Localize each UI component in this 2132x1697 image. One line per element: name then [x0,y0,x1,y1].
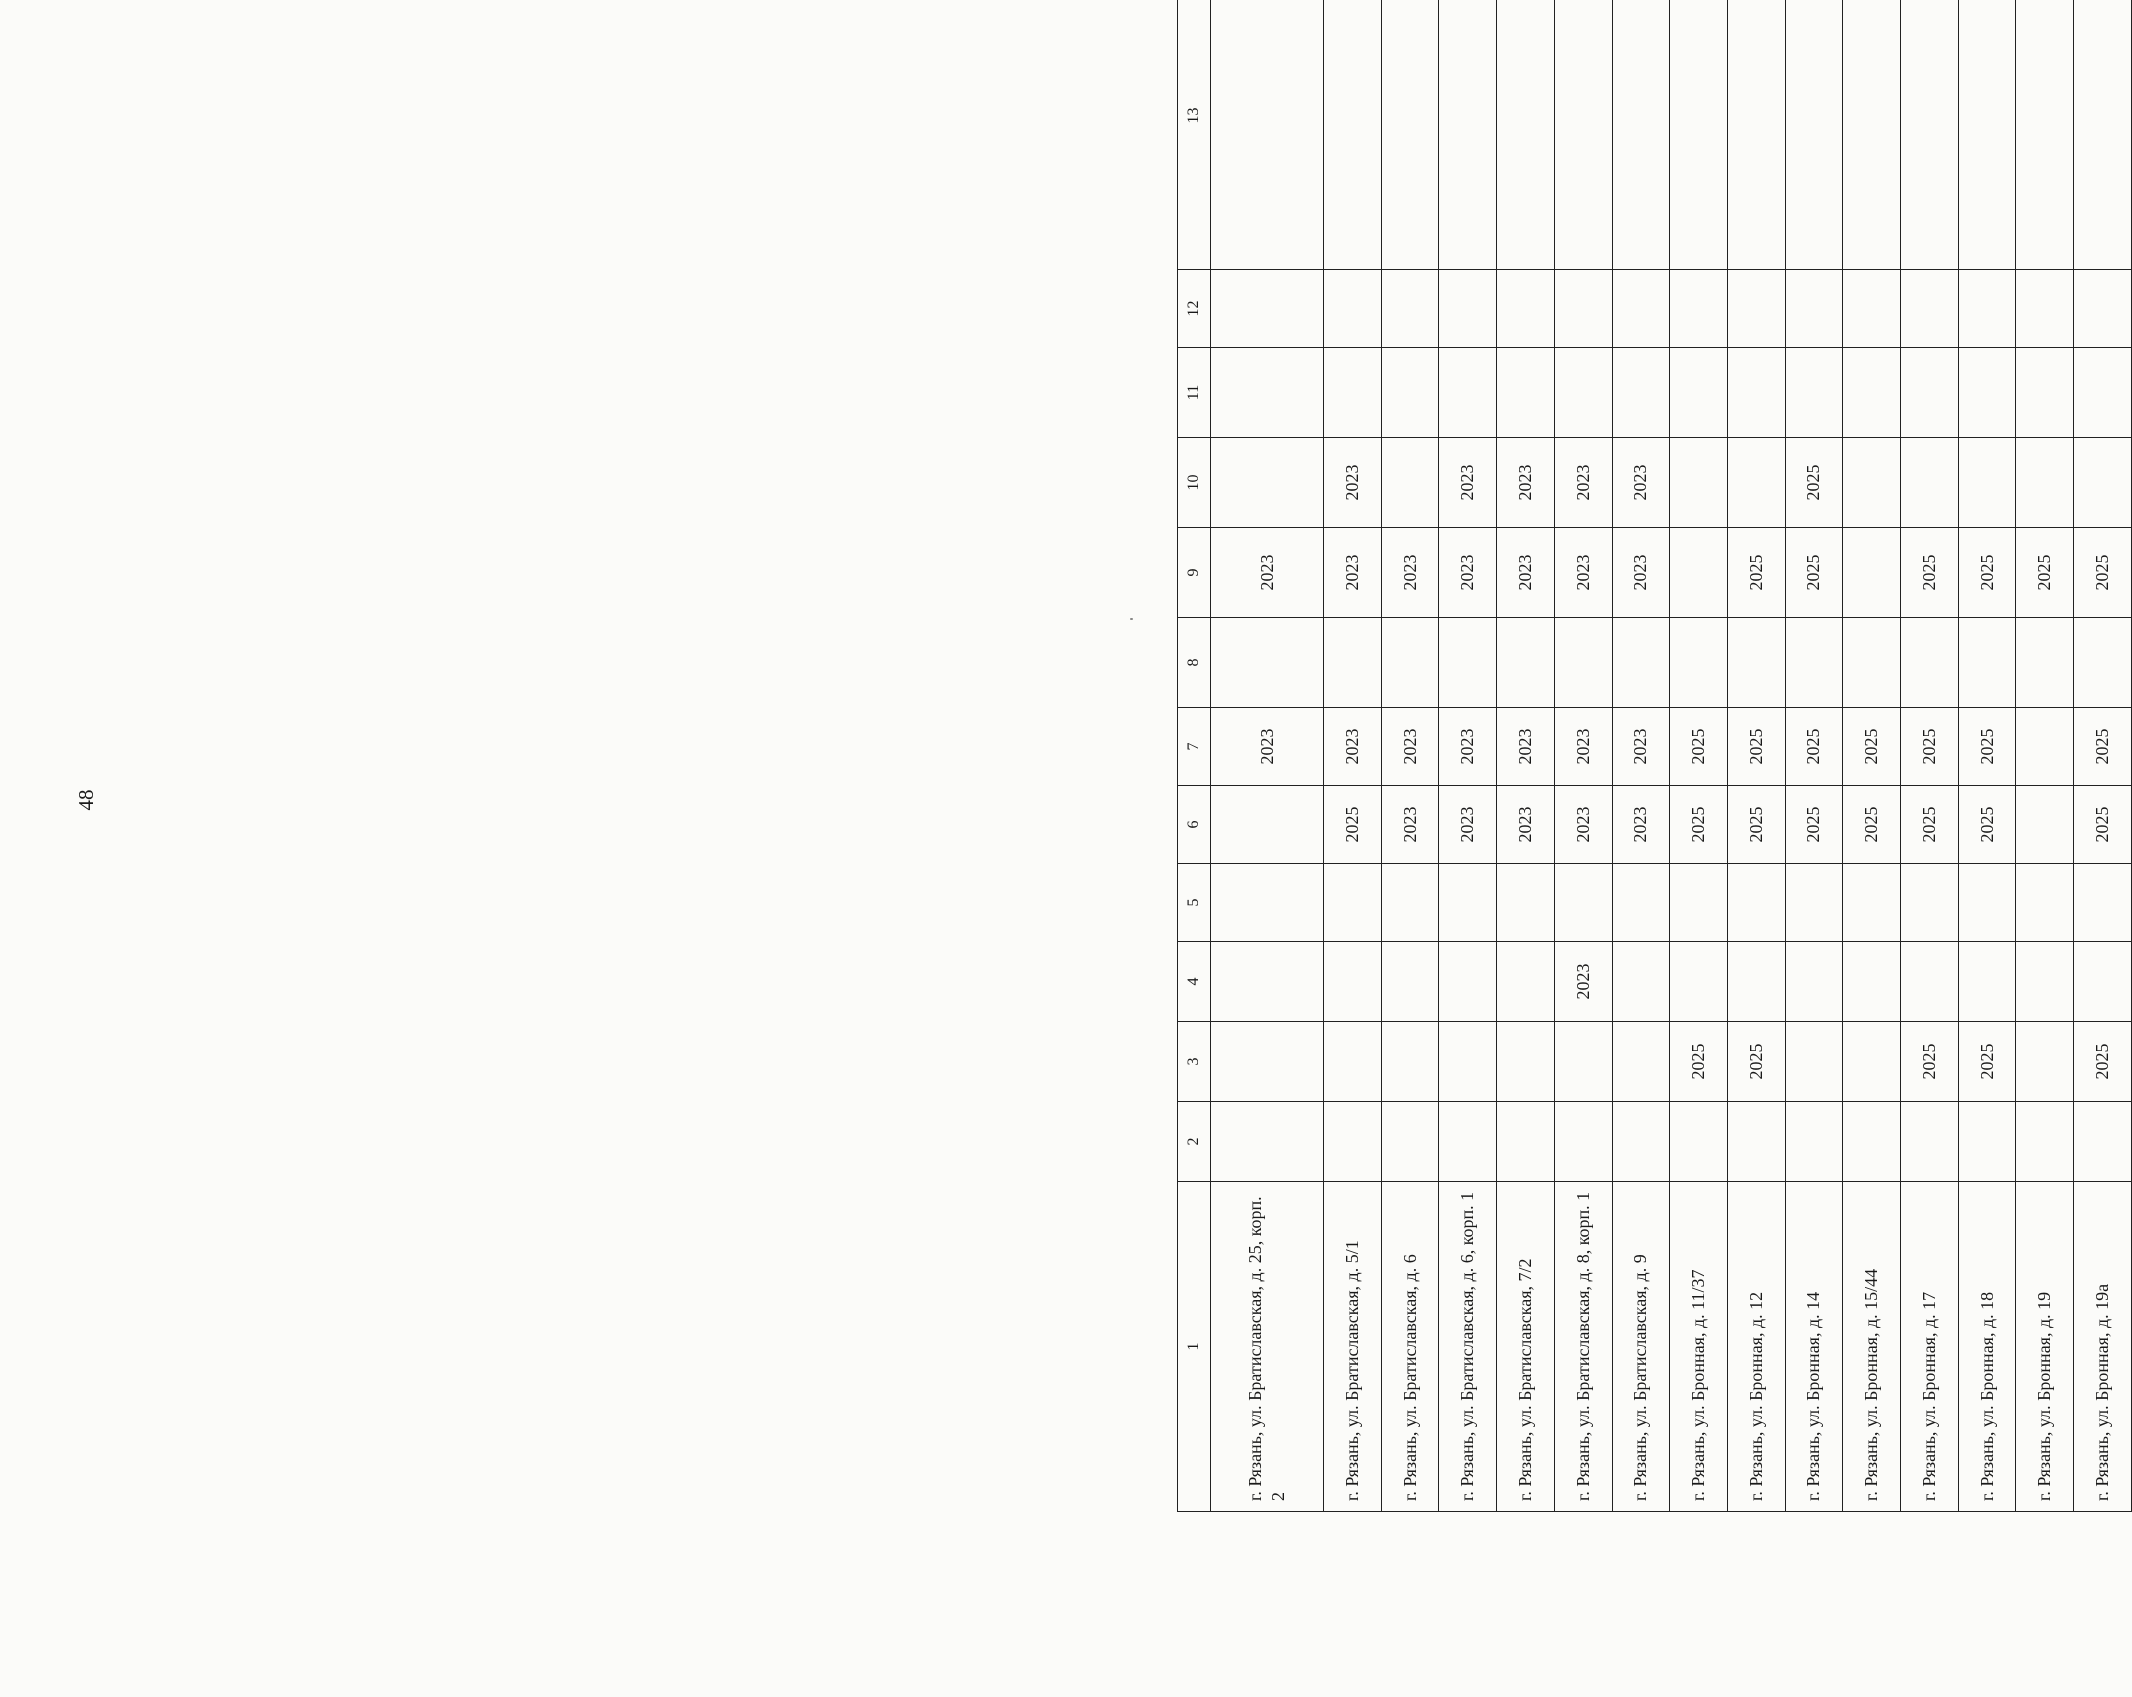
table-row [1727,0,1785,1512]
address-cell: г. Рязань, ул. Бронная, д. 15/44 [1843,1182,1901,1512]
column-header-1: 1 [1178,1182,1211,1512]
rotated-table-container [1177,62,2132,1512]
year-cell-col-10 [1211,438,1324,528]
year-cell-col-13 [1727,0,1785,270]
year-cell-col-5 [2016,864,2074,942]
column-header-13: 13 [1178,0,1211,270]
year-cell-col-6: 2025 [1324,786,1382,864]
year-cell-col-12 [1381,270,1439,348]
year-cell-col-12 [1554,270,1612,348]
address-cell: г. Рязань, ул. Бронная, д. 17 [1901,1182,1959,1512]
year-cell-col-4 [1381,942,1439,1022]
address-cell: г. Рязань, ул. Бронная, д. 11/37 [1670,1182,1728,1512]
year-cell-col-11 [1901,348,1959,438]
year-cell-col-9: 2025 [1901,528,1959,618]
year-cell-col-9: 2025 [1785,528,1843,618]
year-cell-col-3: 2025 [1727,1022,1785,1102]
year-cell-col-5 [1324,864,1382,942]
year-cell-col-6: 2023 [1612,786,1670,864]
year-cell-col-2 [1843,1102,1901,1182]
year-cell-col-3 [1381,1022,1439,1102]
year-cell-col-13 [1612,0,1670,270]
year-cell-col-4 [1497,942,1555,1022]
address-cell: г. Рязань, ул. Бронная, д. 14 [1785,1182,1843,1512]
year-cell-col-2 [1324,1102,1382,1182]
year-cell-col-5 [1785,864,1843,942]
year-cell-col-3: 2025 [1901,1022,1959,1102]
year-cell-col-7: 2023 [1612,708,1670,786]
year-cell-col-4: 2023 [1554,942,1612,1022]
year-cell-col-6: 2023 [1381,786,1439,864]
year-cell-col-6 [1211,786,1324,864]
year-cell-col-3 [1554,1022,1612,1102]
year-cell-col-9: 2023 [1381,528,1439,618]
year-cell-col-9: 2025 [1727,528,1785,618]
year-cell-col-8 [1670,618,1728,708]
year-cell-col-9: 2023 [1612,528,1670,618]
year-cell-col-6: 2023 [1554,786,1612,864]
year-cell-col-10: 2023 [1324,438,1382,528]
address-cell: г. Рязань, ул. Бронная, д. 18 [1958,1182,2016,1512]
year-cell-col-6: 2023 [1439,786,1497,864]
address-cell: г. Рязань, ул. Бронная, д. 19 [2016,1182,2074,1512]
address-cell: г. Рязань, ул. Бронная, д. 12 [1727,1182,1785,1512]
year-cell-col-6: 2025 [1843,786,1901,864]
table-row [1439,0,1497,1512]
year-cell-col-13 [1958,0,2016,270]
year-cell-col-10: 2023 [1439,438,1497,528]
year-cell-col-13 [2016,0,2074,270]
year-cell-col-2 [1211,1102,1324,1182]
year-cell-col-13 [1439,0,1497,270]
column-header-10: 10 [1178,438,1211,528]
year-cell-col-7: 2023 [1211,708,1324,786]
year-cell-col-2 [1901,1102,1959,1182]
column-header-12: 12 [1178,270,1211,348]
page-number: 48 [74,789,98,811]
year-cell-col-9 [1670,528,1728,618]
year-cell-col-5 [1554,864,1612,942]
year-cell-col-7: 2025 [1901,708,1959,786]
column-header-7: 7 [1178,708,1211,786]
year-cell-col-4 [1439,942,1497,1022]
year-cell-col-13 [1497,0,1555,270]
year-cell-col-6: 2025 [1901,786,1959,864]
data-table [1177,0,2132,1512]
year-cell-col-13 [1670,0,1728,270]
year-cell-col-2 [1958,1102,2016,1182]
year-cell-col-7: 2023 [1554,708,1612,786]
year-cell-col-7 [2016,708,2074,786]
year-cell-col-6: 2023 [1497,786,1555,864]
year-cell-col-4 [2074,942,2132,1022]
year-cell-col-7: 2023 [1381,708,1439,786]
year-cell-col-5 [1670,864,1728,942]
year-cell-col-3 [1843,1022,1901,1102]
column-header-5: 5 [1178,864,1211,942]
year-cell-col-6: 2025 [2074,786,2132,864]
year-cell-col-7: 2025 [2074,708,2132,786]
year-cell-col-9: 2025 [2074,528,2132,618]
year-cell-col-12 [1785,270,1843,348]
year-cell-col-8 [1785,618,1843,708]
year-cell-col-8 [1439,618,1497,708]
year-cell-col-8 [2016,618,2074,708]
year-cell-col-8 [2074,618,2132,708]
year-cell-col-10 [1958,438,2016,528]
year-cell-col-12 [1497,270,1555,348]
year-cell-col-2 [1554,1102,1612,1182]
year-cell-col-12 [2074,270,2132,348]
year-cell-col-13 [1901,0,1959,270]
year-cell-col-11 [1554,348,1612,438]
year-cell-col-4 [1727,942,1785,1022]
year-cell-col-10: 2023 [1612,438,1670,528]
table-row [2016,0,2074,1512]
year-cell-col-4 [1670,942,1728,1022]
year-cell-col-12 [2016,270,2074,348]
year-cell-col-8 [1554,618,1612,708]
column-header-9: 9 [1178,528,1211,618]
year-cell-col-10 [2074,438,2132,528]
year-cell-col-10 [1670,438,1728,528]
column-header-3: 3 [1178,1022,1211,1102]
year-cell-col-2 [2074,1102,2132,1182]
year-cell-col-11 [1439,348,1497,438]
year-cell-col-11 [2016,348,2074,438]
year-cell-col-2 [1497,1102,1555,1182]
year-cell-col-11 [1727,348,1785,438]
year-cell-col-9: 2023 [1439,528,1497,618]
year-cell-col-12 [1612,270,1670,348]
year-cell-col-7: 2023 [1439,708,1497,786]
year-cell-col-4 [1901,942,1959,1022]
year-cell-col-9: 2025 [2016,528,2074,618]
year-cell-col-3: 2025 [2074,1022,2132,1102]
year-cell-col-3: 2025 [1670,1022,1728,1102]
year-cell-col-10: 2023 [1497,438,1555,528]
year-cell-col-3 [1612,1022,1670,1102]
year-cell-col-11 [2074,348,2132,438]
year-cell-col-13 [1211,0,1324,270]
year-cell-col-2 [1381,1102,1439,1182]
address-cell: г. Рязань, ул. Братиславская, д. 5/1 [1324,1182,1382,1512]
year-cell-col-5 [2074,864,2132,942]
column-header-4: 4 [1178,942,1211,1022]
year-cell-col-3 [1497,1022,1555,1102]
year-cell-col-3 [1211,1022,1324,1102]
year-cell-col-13 [1324,0,1382,270]
year-cell-col-7: 2025 [1958,708,2016,786]
year-cell-col-10 [1727,438,1785,528]
year-cell-col-13 [2074,0,2132,270]
year-cell-col-2 [1785,1102,1843,1182]
year-cell-col-11 [1670,348,1728,438]
year-cell-col-5 [1843,864,1901,942]
table-row [1381,0,1439,1512]
year-cell-col-5 [1901,864,1959,942]
year-cell-col-7: 2023 [1324,708,1382,786]
year-cell-col-3 [2016,1022,2074,1102]
year-cell-col-4 [1211,942,1324,1022]
year-cell-col-9: 2023 [1554,528,1612,618]
year-cell-col-6 [2016,786,2074,864]
year-cell-col-2 [1439,1102,1497,1182]
table-row [2074,0,2132,1512]
table-row [1958,0,2016,1512]
column-header-8: 8 [1178,618,1211,708]
year-cell-col-12 [1324,270,1382,348]
year-cell-col-11 [1612,348,1670,438]
year-cell-col-12 [1843,270,1901,348]
address-cell: г. Рязань, ул. Бронная, д. 19а [2074,1182,2132,1512]
year-cell-col-9: 2025 [1958,528,2016,618]
year-cell-col-4 [1785,942,1843,1022]
year-cell-col-13 [1554,0,1612,270]
address-cell: г. Рязань, ул. Братиславская, д. 8, корп. 1 [1554,1182,1612,1512]
year-cell-col-2 [1670,1102,1728,1182]
table-row [1843,0,1901,1512]
year-cell-col-10: 2023 [1554,438,1612,528]
table-row [1324,0,1382,1512]
year-cell-col-5 [1381,864,1439,942]
year-cell-col-6: 2025 [1958,786,2016,864]
column-header-11: 11 [1178,348,1211,438]
year-cell-col-5 [1439,864,1497,942]
year-cell-col-8 [1497,618,1555,708]
year-cell-col-11 [1958,348,2016,438]
year-cell-col-10: 2025 [1785,438,1843,528]
year-cell-col-9: 2023 [1324,528,1382,618]
year-cell-col-10 [1381,438,1439,528]
table-row [1612,0,1670,1512]
year-cell-col-9: 2023 [1211,528,1324,618]
year-cell-col-2 [1727,1102,1785,1182]
table-row [1670,0,1728,1512]
year-cell-col-8 [1958,618,2016,708]
year-cell-col-12 [1211,270,1324,348]
address-cell: г. Рязань, ул. Братиславская, д. 9 [1612,1182,1670,1512]
address-cell: г. Рязань, ул. Братиславская, д. 6 [1381,1182,1439,1512]
year-cell-col-12 [1439,270,1497,348]
year-cell-col-3 [1324,1022,1382,1102]
year-cell-col-10 [1901,438,1959,528]
year-cell-col-13 [1785,0,1843,270]
year-cell-col-5 [1612,864,1670,942]
scan-speck [1130,618,1133,620]
table-row [1554,0,1612,1512]
year-cell-col-7: 2025 [1727,708,1785,786]
year-cell-col-11 [1497,348,1555,438]
year-cell-col-12 [1958,270,2016,348]
year-cell-col-3: 2025 [1958,1022,2016,1102]
year-cell-col-8 [1211,618,1324,708]
year-cell-col-5 [1211,864,1324,942]
year-cell-col-7: 2023 [1497,708,1555,786]
address-cell: г. Рязань, ул. Братиславская, д. 6, корп. 1 [1439,1182,1497,1512]
address-cell: г. Рязань, ул. Братиславская, 7/2 [1497,1182,1555,1512]
year-cell-col-7: 2025 [1843,708,1901,786]
year-cell-col-11 [1843,348,1901,438]
table-row [1901,0,1959,1512]
year-cell-col-5 [1727,864,1785,942]
table-body [1211,0,2132,1512]
year-cell-col-11 [1324,348,1382,438]
year-cell-col-8 [1727,618,1785,708]
year-cell-col-9: 2023 [1497,528,1555,618]
year-cell-col-4 [1612,942,1670,1022]
year-cell-col-8 [1324,618,1382,708]
table-row [1785,0,1843,1512]
year-cell-col-4 [2016,942,2074,1022]
table-row [1497,0,1555,1512]
year-cell-col-12 [1670,270,1728,348]
year-cell-col-3 [1439,1022,1497,1102]
year-cell-col-8 [1843,618,1901,708]
year-cell-col-12 [1727,270,1785,348]
year-cell-col-5 [1497,864,1555,942]
year-cell-col-3 [1785,1022,1843,1102]
year-cell-col-13 [1381,0,1439,270]
year-cell-col-8 [1901,618,1959,708]
year-cell-col-4 [1324,942,1382,1022]
year-cell-col-2 [2016,1102,2074,1182]
year-cell-col-6: 2025 [1727,786,1785,864]
year-cell-col-8 [1381,618,1439,708]
address-cell: г. Рязань, ул. Братиславская, д. 25, корп. 2 [1211,1182,1324,1512]
year-cell-col-11 [1381,348,1439,438]
year-cell-col-11 [1211,348,1324,438]
year-cell-col-10 [1843,438,1901,528]
year-cell-col-8 [1612,618,1670,708]
year-cell-col-10 [2016,438,2074,528]
year-cell-col-7: 2025 [1670,708,1728,786]
year-cell-col-6: 2025 [1785,786,1843,864]
year-cell-col-13 [1843,0,1901,270]
year-cell-col-5 [1958,864,2016,942]
year-cell-col-9 [1843,528,1901,618]
year-cell-col-2 [1612,1102,1670,1182]
year-cell-col-11 [1785,348,1843,438]
year-cell-col-6: 2025 [1670,786,1728,864]
year-cell-col-12 [1901,270,1959,348]
table-header-row [1178,0,1211,1512]
year-cell-col-4 [1843,942,1901,1022]
column-header-6: 6 [1178,786,1211,864]
table-row [1211,0,1324,1512]
year-cell-col-7: 2025 [1785,708,1843,786]
column-header-2: 2 [1178,1102,1211,1182]
year-cell-col-4 [1958,942,2016,1022]
